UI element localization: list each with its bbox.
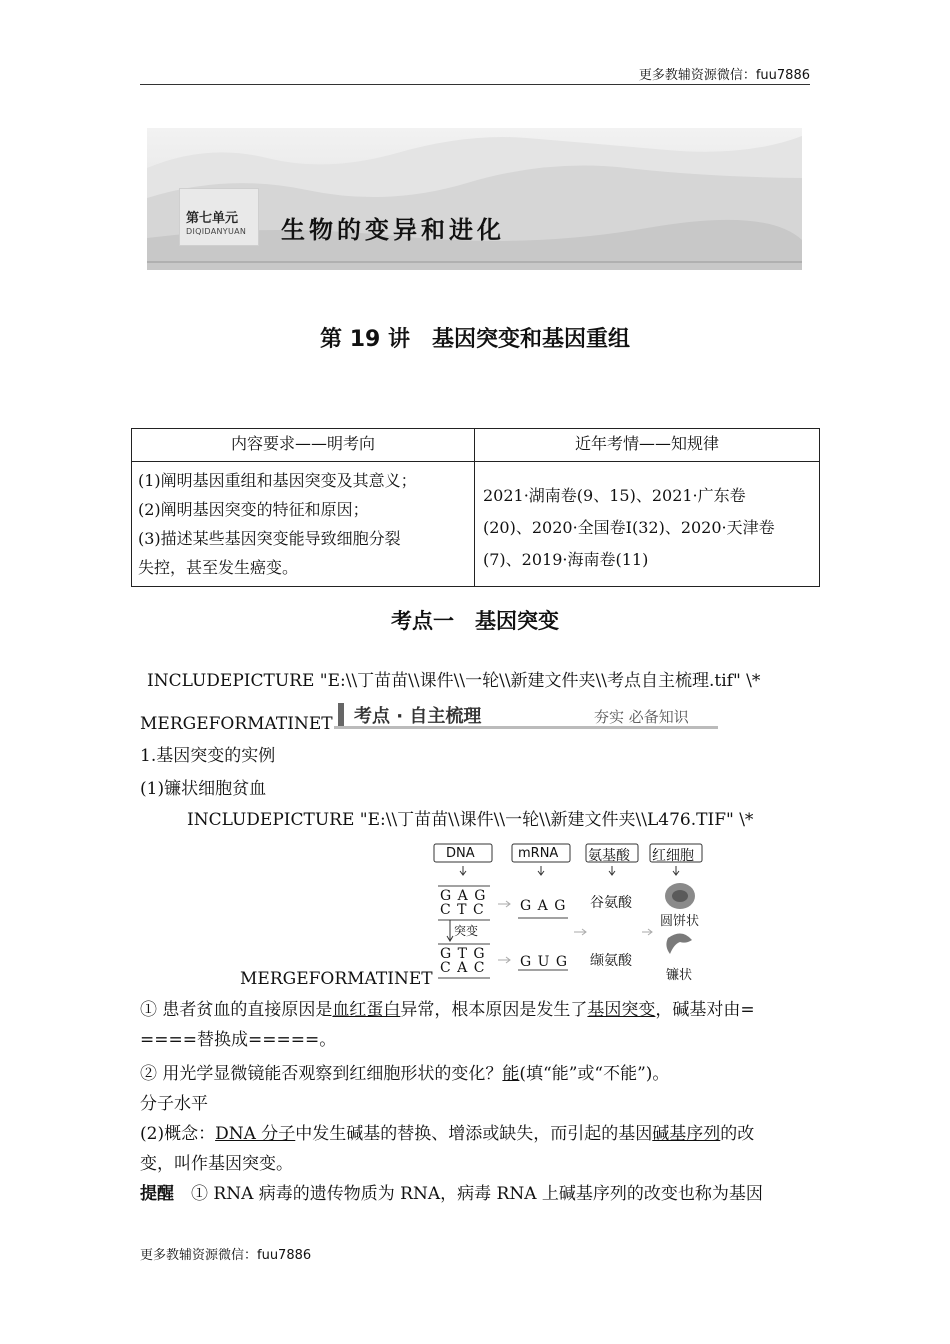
concept-text-b: 中发生碱基的替换、增添或缺失，而引起的基因 bbox=[295, 1124, 653, 1144]
q1-text-a: ① 患者贫血的直接原因是 bbox=[140, 1000, 333, 1020]
unit-pinyin: DIQIDANYUAN bbox=[186, 227, 247, 236]
dna-bottom-strand: G T G bbox=[440, 946, 486, 962]
dna-bottom-complement: C A C bbox=[440, 960, 486, 976]
header-rule bbox=[140, 84, 810, 85]
dna-top-complement: C T C bbox=[440, 902, 485, 918]
mrna-top: G A G bbox=[520, 898, 567, 914]
table-header-left: 内容要求——明考向 bbox=[132, 429, 475, 462]
list-item: 2021·湖南卷(9、15)、2021·广东卷 bbox=[483, 486, 746, 505]
diagram-header-mrna: mRNA bbox=[518, 846, 559, 861]
cell-shape-bottom: 镰状 bbox=[666, 968, 693, 983]
section-bar-subtitle: 夯实 必备知识 bbox=[594, 708, 689, 726]
section-bar bbox=[334, 700, 718, 730]
dna-top-strand: G A G bbox=[440, 888, 487, 904]
amino-acid-top: 谷氨酸 bbox=[590, 895, 632, 911]
q1-text-b: 异常，根本原因是发生了 bbox=[400, 1000, 588, 1020]
requirements-table bbox=[131, 428, 820, 587]
unit-banner bbox=[147, 128, 802, 270]
reminder-text: ① RNA 病毒的遗传物质为 RNA，病毒 RNA 上碱基序列的改变也称为基因 bbox=[191, 1184, 763, 1204]
list-item: (1)阐明基因重组和基因突变及其意义； bbox=[138, 471, 417, 490]
lecture-title: 第 19 讲 基因突变和基因重组 bbox=[320, 327, 630, 352]
question-1-line-2: ====替换成=====。 bbox=[140, 1030, 337, 1050]
header-watermark: 更多教辅资源微信：fuu7886 bbox=[638, 68, 810, 83]
reminder-line bbox=[140, 1180, 820, 1208]
q1-answer-hemoglobin: 血红蛋白 bbox=[332, 1000, 401, 1020]
field-code-line: INCLUDEPICTURE "E:\\丁苗苗\\课件\\一轮\\新建文件夹\\L476.TIF" \* bbox=[187, 810, 754, 830]
unit-label-box bbox=[179, 188, 259, 246]
q1-answer-gene-mutation: 基因突变 bbox=[587, 1000, 656, 1020]
concept-line-2: 变，叫作基因突变。 bbox=[140, 1154, 293, 1174]
concept-answer-sequence: 碱基序列 bbox=[652, 1124, 721, 1144]
q2-text-b: (填“能”或“不能”)。 bbox=[519, 1064, 670, 1084]
question-2-line-1 bbox=[140, 1060, 820, 1088]
unit-number: 第七单元 bbox=[186, 211, 239, 226]
diagram-header-red-cell: 红细胞 bbox=[652, 848, 694, 864]
concept-text-c: 的改 bbox=[720, 1124, 755, 1144]
list-item: (2)阐明基因突变的特征和原因； bbox=[138, 500, 369, 519]
concept-answer-dna: DNA 分子 bbox=[215, 1124, 296, 1144]
unit-title: 生物的变异和进化 bbox=[281, 216, 505, 244]
table-header-right: 近年考情——知规律 bbox=[475, 429, 820, 462]
field-code-line: INCLUDEPICTURE "E:\\丁苗苗\\课件\\一轮\\新建文件夹\\考点自主梳理.tif" \* bbox=[147, 671, 761, 691]
q2-answer: 能 bbox=[502, 1064, 520, 1084]
q2-text-a: ② 用光学显微镜能否观察到红细胞形状的变化？ bbox=[140, 1064, 503, 1084]
list-item: (7)、2019·海南卷(11) bbox=[483, 550, 649, 569]
reminder-label: 提醒 bbox=[140, 1184, 174, 1204]
question-1-line-1 bbox=[140, 996, 820, 1024]
concept-text-a: (2)概念： bbox=[140, 1124, 216, 1144]
section-bar-title: 考点 · 自主梳理 bbox=[354, 706, 482, 727]
table-body-row bbox=[132, 462, 820, 587]
subheading-molecular-level: 分子水平 bbox=[140, 1094, 208, 1114]
merge-format-text: MERGEFORMATINET bbox=[240, 969, 433, 989]
list-item: (20)、2020·全国卷Ⅰ(32)、2020·天津卷 bbox=[483, 518, 775, 537]
diagram-header-dna: DNA bbox=[446, 846, 475, 861]
mrna-bottom: G U G bbox=[520, 954, 569, 970]
q1-text-c: ，碱基对由= bbox=[655, 1000, 755, 1020]
list-item: 失控，甚至发生癌变。 bbox=[138, 558, 299, 577]
mutation-label: 突变 bbox=[454, 924, 479, 938]
table-header-row bbox=[132, 429, 820, 462]
section-title: 考点一 基因突变 bbox=[391, 609, 559, 633]
list-item: (3)描述某些基因突变能导致细胞分裂 bbox=[138, 529, 401, 548]
cell-shape-top: 圆饼状 bbox=[660, 914, 700, 929]
sickle-cell-diagram bbox=[430, 840, 730, 990]
diagram-header-amino-acid: 氨基酸 bbox=[588, 848, 630, 864]
concept-line-1 bbox=[140, 1120, 820, 1148]
merge-format-text: MERGEFORMATINET bbox=[140, 714, 333, 734]
content-requirements-cell bbox=[132, 462, 475, 587]
footer-watermark: 更多教辅资源微信：fuu7886 bbox=[140, 1248, 312, 1263]
exam-history-cell bbox=[475, 462, 820, 587]
item-subheading: (1)镰状细胞贫血 bbox=[140, 779, 267, 799]
amino-acid-bottom: 缬氨酸 bbox=[590, 953, 632, 969]
item-heading: 1.基因突变的实例 bbox=[140, 746, 276, 766]
